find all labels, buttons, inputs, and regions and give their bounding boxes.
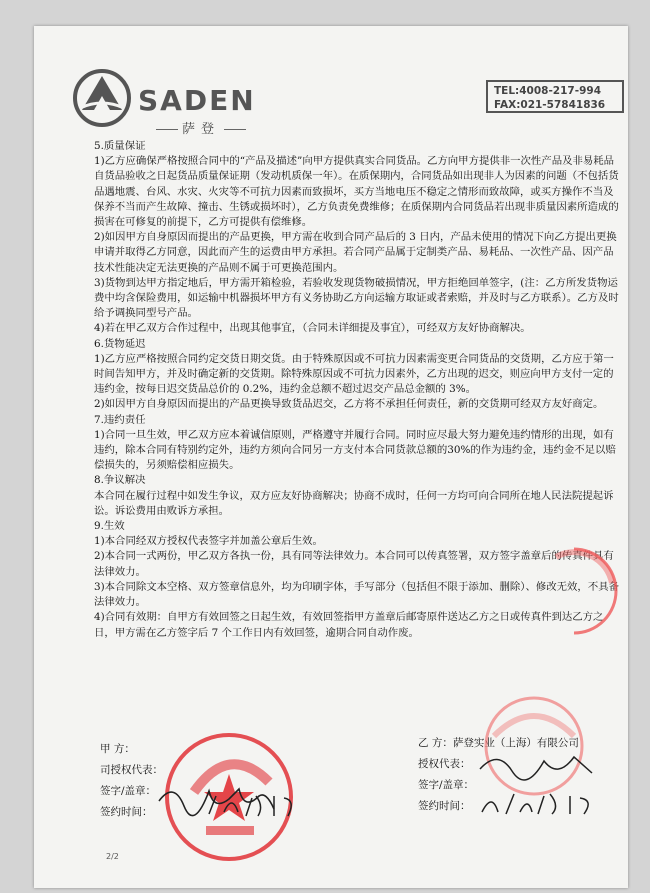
fax-number: FAX:021-57841836	[494, 99, 606, 111]
saden-logo-icon	[72, 68, 132, 128]
clause: 4)合同有效期：自甲方有效回签之日起生效，有效回签指甲方盖章后邮寄原件送达乙方之日或传真件到达乙方之日，甲方需在乙方签字后 7 个工作日内有效回签，逾期合同自动作废。	[94, 611, 604, 639]
clause: 4)若在甲乙双方合作过程中，出现其他事宜，（合同未详细提及事宜），可经双方友好协商解决。	[94, 322, 531, 335]
company-seal-party-a-icon	[154, 722, 304, 872]
handwritten-signature-party-a-icon	[154, 771, 284, 821]
party-a-signature-block	[100, 739, 163, 823]
clause: 2)如因甲方自身原因而提出的产品更换导致货品迟交，乙方将不承担任何责任，新的交货期可经双方友好商定。	[94, 398, 604, 411]
section-heading: 7.违约责任	[94, 413, 146, 426]
party-a-rep-label: 司授权代表：	[100, 764, 163, 776]
party-b-sign-label: 签字/盖章：	[418, 779, 475, 791]
contact-box	[486, 80, 624, 113]
brand-name: SADEN	[138, 84, 256, 117]
contract-body	[94, 139, 622, 641]
contract-page	[34, 26, 628, 888]
tel-number: TEL:4008-217-994	[494, 85, 601, 97]
section-heading: 6.货物延迟	[94, 337, 146, 350]
clause: 3)本合同除文本空格、双方签章信息外，均为印刷字体，手写部分（包括但不限于添加、删除）、修改无效，不具备法律效力。	[94, 580, 619, 609]
party-a-sign-label: 签字/盖章：	[100, 785, 157, 797]
party-a-label: 甲 方：	[100, 743, 135, 755]
clause: 1)乙方应确保严格按照合同中的“产品及描述”向甲方提供真实合同货品。乙方向甲方提供非一次性产品及非易耗品自货品验收之日起货品质量保证期（发动机质保一年）。在质保期内，合同货品如出现非人为因素的问题（不包括货品遇地震、台风、水灾、火灾等不可抗力因素而致损坏，买方当地电压不稳定之情形而致故障，或买方操作不当及保养不当而产生故障、撞击、生锈或损坏时），乙方负责免费维修；在质保期内合同货品若出现非质量因素所造成的损害在可修复的前提下，乙方可提供有偿维修。	[94, 155, 619, 229]
clause: 1)乙方应严格按照合同约定交货日期交货。由于特殊原因或不可抗力因素需变更合同货品的交货期，乙方应于第一时间告知甲方，并及时确定新的交货期。除特殊原因或不可抗力因素外，乙方出现的迟交，则应向甲方支付一定的违约金，按每日迟交货品总价的 0.2%，违约金总额不超过迟交产品总金额的 3%。	[94, 352, 614, 396]
party-b-rep-label: 授权代表：	[418, 758, 471, 770]
brand-subtitle: 萨登	[152, 118, 250, 137]
party-b-date-label: 签约时间：	[418, 800, 471, 812]
clause: 3)货物到达甲方指定地后，甲方需开箱检验，若验收发现货物破损情况，甲方拒绝回单签字，(注：乙方所发货物运费中均含保险费用，如运输中机器损坏甲方有义务协助乙方向运输方取证或者索赔，并及时与乙方联系）。乙方及时给予调换同型号产品。	[94, 276, 619, 320]
party-b-label: 乙 方：萨登实业（上海）有限公司	[418, 737, 579, 749]
section-heading: 5.质量保证	[94, 140, 146, 152]
section-heading: 8.争议解决	[94, 474, 146, 487]
clause: 2)本合同一式两份，甲乙双方各执一份，具有同等法律效力。本合同可以传真签署，双方签字盖章后的传真件具有法律效力。	[94, 550, 614, 578]
party-a-date-label: 签约时间：	[100, 806, 153, 818]
party-b-signature-block	[418, 733, 579, 817]
section-heading: 9.生效	[94, 520, 125, 533]
clause: 1)合同一旦生效，甲乙双方应本着诚信原则，严格遵守并履行合同。同时应尽最大努力避免违约情形的出现，如有违约，除本合同有特别约定外，违约方须向合同另一方支付本合同货款总额的30%的作为违约金，违约金不足以赔偿损失的，另须赔偿相应损失。	[94, 428, 616, 472]
page-number: 2/2	[106, 852, 119, 861]
handwritten-date-party-a-icon	[204, 786, 314, 822]
clause: 本合同在履行过程中如发生争议，双方应友好协商解决；协商不成时，任何一方均可向合同所在地人民法院提起诉讼。诉讼费用由败诉方承担。	[94, 489, 614, 517]
clause: 2)如因甲方自身原因而提出的产品更换，甲方需在收到合同产品后的 3 日内，产品未使用的情况下向乙方提出更换申请并取得乙方同意，因此而产生的运费由甲方承担。若合同产品属于定制类产品、易耗品、一次性产品、因产品技术性能决定无法更换的产品则不属于可更换范围内。	[94, 231, 617, 274]
clause: 1)本合同经双方授权代表签字并加盖公章后生效。	[94, 535, 323, 548]
